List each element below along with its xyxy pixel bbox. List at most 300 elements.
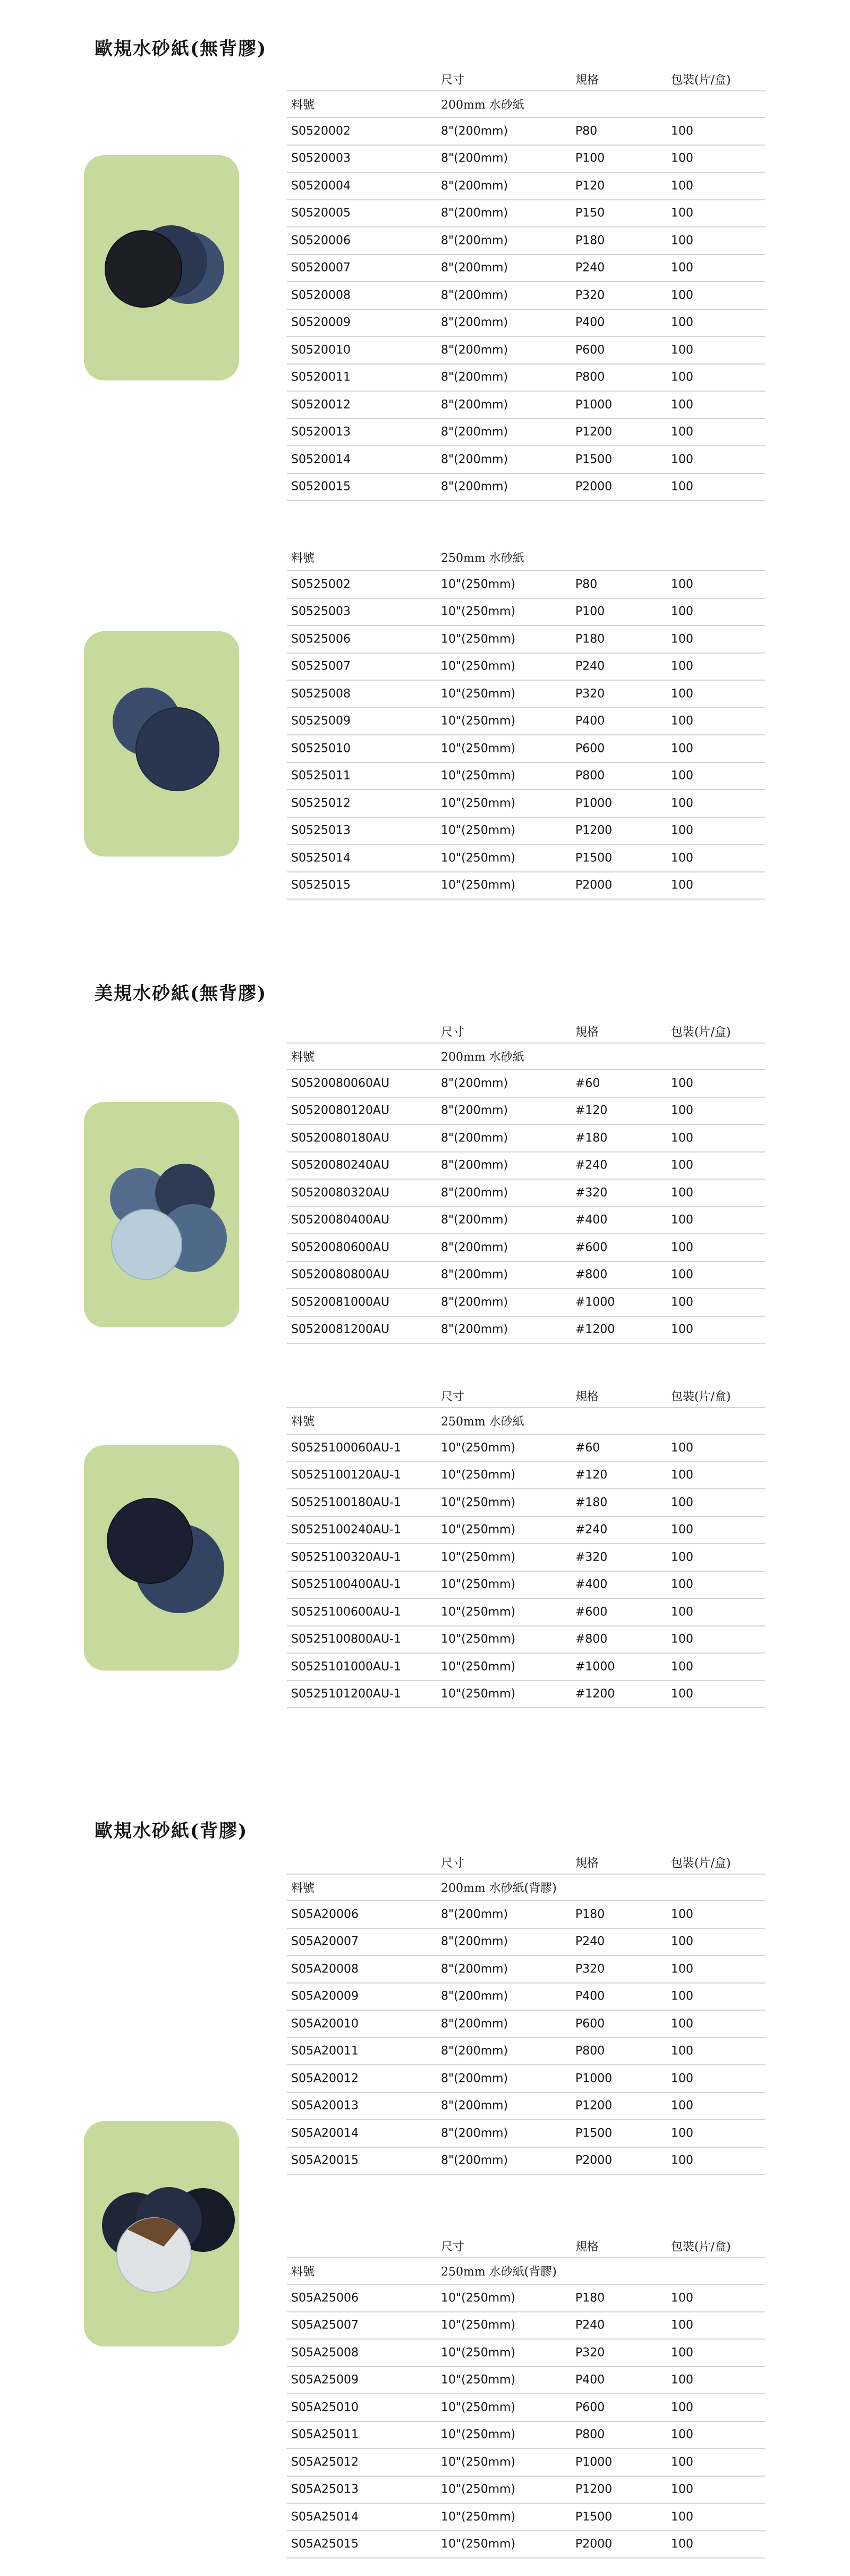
grit-spec: P1200 [575,425,613,439]
size-value: 10"(250mm) [441,2455,516,2469]
pack-quantity: 100 [671,151,693,165]
product-name: 200mm 水砂紙 [441,1050,524,1064]
pack-quantity: 100 [671,1131,693,1145]
spec-table-us-200mm [287,1020,765,1344]
pack-quantity: 100 [671,1241,693,1255]
pack-quantity: 100 [671,1468,693,1482]
pack-quantity: 100 [671,234,693,248]
table-row [287,1207,765,1235]
grit-spec: P100 [575,605,605,618]
table-row [287,255,765,283]
size-value: 8"(200mm) [441,2126,508,2140]
part-number: S0520080320AU [291,1186,390,1200]
grit-spec: P320 [575,1962,605,1976]
table-row [287,474,765,502]
pack-quantity: 100 [671,1295,693,1309]
spec-table-eu-250mm-adhesive [287,2235,765,2558]
size-value: 8"(200mm) [441,1323,508,1336]
product-image-eu-200mm [84,155,239,380]
part-number: S0525100400AU-1 [291,1578,402,1591]
col-header-spec: 規格 [575,1857,599,1870]
sanding-discs-illustration [84,1102,239,1327]
table-row [287,173,765,200]
spec-table-eu-200mm-adhesive [287,1851,765,2175]
part-number: S05A20015 [291,2154,359,2167]
part-number: S05A25012 [291,2455,359,2469]
part-number: S0525015 [291,878,351,892]
table-row [287,1435,765,1462]
table-row [287,626,765,654]
part-number: S0525100600AU-1 [291,1605,402,1619]
grit-spec: P1200 [575,2482,613,2496]
grit-spec: P1500 [575,2126,613,2140]
size-value: 10"(250mm) [441,2373,516,2387]
pack-quantity: 100 [671,2099,693,2113]
pack-quantity: 100 [671,206,693,220]
pack-quantity: 100 [671,578,693,591]
table-row [287,1289,765,1317]
part-number: S0520080800AU [291,1268,390,1282]
size-value: 10"(250mm) [441,851,516,865]
grit-spec: P2000 [575,2537,613,2551]
table-row [287,1929,765,1956]
size-value: 8"(200mm) [441,206,508,220]
spec-table-us-250mm [287,1385,765,1708]
pack-quantity: 100 [671,2510,693,2524]
col-header-pack: 包裝(片/盒) [671,73,731,87]
table-row [287,2394,765,2422]
pack-quantity: 100 [671,480,693,494]
size-value: 10"(250mm) [441,2318,516,2332]
pack-quantity: 100 [671,2401,693,2414]
col-header-size: 尺寸 [441,1026,465,1039]
table-subheader [287,1875,765,1901]
size-value: 8"(200mm) [441,1268,508,1282]
table-row [287,1544,765,1572]
size-value: 8"(200mm) [441,289,508,302]
part-number: S0525008 [291,687,351,701]
col-header-pack: 包裝(片/盒) [671,1857,731,1870]
size-value: 8"(200mm) [441,370,508,384]
part-number: S0520006 [291,234,351,248]
table-row [287,200,765,228]
table-header [287,1851,765,1875]
pack-quantity: 100 [671,370,693,384]
part-number: S05A20006 [291,1908,359,1921]
grit-spec: #60 [575,1077,600,1090]
pack-quantity: 100 [671,1989,693,2003]
grit-spec: #180 [575,1131,608,1145]
table-row [287,681,765,708]
table-row [287,2312,765,2340]
size-value: 8"(200mm) [441,480,508,494]
pack-quantity: 100 [671,824,693,837]
grit-spec: P150 [575,206,605,220]
grit-spec: #1200 [575,1687,615,1701]
size-value: 8"(200mm) [441,1131,508,1145]
pack-quantity: 100 [671,1441,693,1455]
grit-spec: P800 [575,370,605,384]
table-row [287,1654,765,1681]
size-value: 8"(200mm) [441,1989,508,2003]
size-value: 10"(250mm) [441,632,516,646]
grit-spec: P240 [575,261,605,275]
pack-quantity: 100 [671,2318,693,2332]
pack-quantity: 100 [671,851,693,865]
grit-spec: P320 [575,2346,605,2360]
table-row [287,2367,765,2395]
size-value: 8"(200mm) [441,151,508,165]
col-header-size: 尺寸 [441,1857,465,1870]
part-number: S0525014 [291,851,351,865]
table-row [287,2422,765,2450]
grit-spec: P100 [575,151,605,165]
pack-quantity: 100 [671,1104,693,1117]
part-number: S05A20010 [291,2017,359,2031]
table-row [287,2285,765,2312]
grit-spec: #600 [575,1241,608,1255]
sanding-discs-illustration [84,2121,239,2346]
pack-quantity: 100 [671,2072,693,2086]
table-row [287,708,765,736]
pack-quantity: 100 [671,1962,693,1976]
part-number: S0520080600AU [291,1241,390,1255]
grit-spec: P1000 [575,398,613,412]
size-value: 8"(200mm) [441,1104,508,1117]
pack-quantity: 100 [671,1213,693,1227]
part-number: S05A20012 [291,2072,359,2086]
grit-spec: #800 [575,1632,608,1646]
grit-spec: #600 [575,1605,608,1619]
pack-quantity: 100 [671,1605,693,1619]
part-number: S0525100180AU-1 [291,1496,402,1510]
col-header-part-no: 料號 [291,1882,315,1895]
col-header-part-no: 料號 [291,1415,315,1429]
pack-quantity: 100 [671,1632,693,1646]
pack-quantity: 100 [671,316,693,329]
size-value: 10"(250mm) [441,659,516,673]
part-number: S0525007 [291,659,351,673]
pack-quantity: 100 [671,1687,693,1701]
grit-spec: P400 [575,714,605,728]
grit-spec: P600 [575,2401,605,2414]
table-row [287,872,765,900]
table-header [287,2235,765,2258]
size-value: 10"(250mm) [441,2482,516,2496]
part-number: S0525100320AU-1 [291,1550,402,1564]
table-row [287,2504,765,2531]
pack-quantity: 100 [671,425,693,439]
pack-quantity: 100 [671,659,693,673]
grit-spec: P400 [575,2373,605,2387]
size-value: 8"(200mm) [441,2017,508,2031]
part-number: S0520012 [291,398,351,412]
grit-spec: P120 [575,179,605,193]
part-number: S0525011 [291,769,351,783]
part-number: S0520014 [291,453,351,467]
part-number: S0520013 [291,425,351,439]
grit-spec: P1500 [575,453,613,467]
grit-spec: P180 [575,1908,605,1921]
pack-quantity: 100 [671,2455,693,2469]
part-number: S0525013 [291,824,351,837]
part-number: S0520011 [291,370,351,384]
grit-spec: #120 [575,1468,608,1482]
section-title-us-no-adhesive: 美規水砂紙(無背膠) [95,983,267,1004]
part-number: S0520004 [291,179,351,193]
table-row [287,2449,765,2477]
grit-spec: P180 [575,234,605,248]
table-row [287,446,765,474]
pack-quantity: 100 [671,2373,693,2387]
table-row [287,2038,765,2066]
grit-spec: P240 [575,659,605,673]
grit-spec: P240 [575,1935,605,1948]
size-value: 8"(200mm) [441,425,508,439]
pack-quantity: 100 [671,2044,693,2058]
pack-quantity: 100 [671,1496,693,1510]
grit-spec: P1200 [575,824,613,837]
pack-quantity: 100 [671,343,693,357]
table-row [287,146,765,173]
table-row [287,1517,765,1545]
pack-quantity: 100 [671,124,693,138]
size-value: 10"(250mm) [441,769,516,783]
size-value: 8"(200mm) [441,2044,508,2058]
grit-spec: P1000 [575,796,613,810]
grit-spec: P800 [575,2428,605,2442]
grit-spec: #400 [575,1213,608,1227]
part-number: S05A25010 [291,2401,359,2414]
grit-spec: #180 [575,1496,608,1510]
pack-quantity: 100 [671,687,693,701]
size-value: 10"(250mm) [441,2510,516,2524]
part-number: S0525101200AU-1 [291,1687,402,1701]
grit-spec: P320 [575,289,605,302]
part-number: S0520080400AU [291,1213,390,1227]
pack-quantity: 100 [671,878,693,892]
grit-spec: #1000 [575,1295,615,1309]
part-number: S0520008 [291,289,351,302]
size-value: 8"(200mm) [441,343,508,357]
grit-spec: P1000 [575,2455,613,2469]
size-value: 10"(250mm) [441,578,516,591]
section-title-eu-adhesive: 歐規水砂紙(背膠) [95,1820,248,1842]
size-value: 10"(250mm) [441,824,516,837]
product-image-eu-250mm [84,631,239,857]
part-number: S0520080240AU [291,1158,390,1172]
grit-spec: P2000 [575,480,613,494]
table-row [287,282,765,310]
pack-quantity: 100 [671,1077,693,1090]
pack-quantity: 100 [671,2428,693,2442]
part-number: S0520015 [291,480,351,494]
part-number: S0520081200AU [291,1323,390,1336]
table-row [287,365,765,392]
part-number: S0520080180AU [291,1131,390,1145]
table-row [287,2065,765,2093]
part-number: S05A20011 [291,2044,359,2058]
part-number: S05A25014 [291,2510,359,2524]
size-value: 10"(250mm) [441,1578,516,1591]
table-row [287,1234,765,1262]
product-name: 250mm 水砂紙 [441,552,524,565]
size-value: 10"(250mm) [441,2401,516,2414]
grit-spec: P600 [575,742,605,756]
size-value: 10"(250mm) [441,605,516,618]
table-row [287,2531,765,2559]
size-value: 8"(200mm) [441,1077,508,1090]
pack-quantity: 100 [671,1268,693,1282]
pack-quantity: 100 [671,1908,693,1921]
part-number: S0525100120AU-1 [291,1468,402,1482]
pack-quantity: 100 [671,632,693,646]
part-number: S05A25009 [291,2373,359,2387]
table-header [287,1020,765,1044]
part-number: S05A20013 [291,2099,359,2113]
product-name: 250mm 水砂紙 [441,1415,524,1429]
size-value: 8"(200mm) [441,1241,508,1255]
pack-quantity: 100 [671,605,693,618]
part-number: S0525100060AU-1 [291,1441,402,1455]
table-row [287,2093,765,2121]
pack-quantity: 100 [671,796,693,810]
size-value: 8"(200mm) [441,2099,508,2113]
table-subheader [287,2258,765,2285]
part-number: S0520081000AU [291,1295,390,1309]
col-header-spec: 規格 [575,1390,599,1404]
table-row [287,2477,765,2504]
table-row [287,1489,765,1517]
grit-spec: P400 [575,1989,605,2003]
size-value: 8"(200mm) [441,261,508,275]
col-header-size: 尺寸 [441,73,465,87]
table-row [287,1180,765,1207]
table-header [287,1385,765,1408]
table-row [287,571,765,599]
size-value: 8"(200mm) [441,1295,508,1309]
size-value: 10"(250mm) [441,1632,516,1646]
part-number: S05A25008 [291,2346,359,2360]
table-row [287,337,765,365]
size-value: 8"(200mm) [441,1935,508,1948]
table-row [287,1956,765,1984]
part-number: S0525002 [291,578,351,591]
table-row [287,419,765,447]
table-row [287,2011,765,2038]
grit-spec: P320 [575,687,605,701]
size-value: 8"(200mm) [441,453,508,467]
pack-quantity: 100 [671,398,693,412]
part-number: S05A25011 [291,2428,359,2442]
grit-spec: P1200 [575,2099,613,2113]
part-number: S05A20008 [291,1962,359,1976]
grit-spec: #320 [575,1550,608,1564]
size-value: 10"(250mm) [441,1523,516,1537]
size-value: 8"(200mm) [441,398,508,412]
part-number: S05A25006 [291,2291,359,2305]
table-row [287,392,765,419]
pack-quantity: 100 [671,769,693,783]
pack-quantity: 100 [671,2291,693,2305]
table-row [287,1317,765,1344]
part-number: S0525009 [291,714,351,728]
part-number: S0520003 [291,151,351,165]
table-subheader [287,1408,765,1435]
grit-spec: P400 [575,316,605,329]
grit-spec: #1200 [575,1323,615,1336]
grit-spec: P1500 [575,851,613,865]
grit-spec: P2000 [575,2154,613,2167]
spec-table-eu-200mm [287,68,765,501]
size-value: 8"(200mm) [441,316,508,329]
size-value: 10"(250mm) [441,878,516,892]
col-header-spec: 規格 [575,1026,599,1039]
table-row [287,2120,765,2148]
part-number: S05A20009 [291,1989,359,2003]
grit-spec: #240 [575,1523,608,1537]
grit-spec: #60 [575,1441,600,1455]
size-value: 8"(200mm) [441,1213,508,1227]
pack-quantity: 100 [671,453,693,467]
part-number: S0520009 [291,316,351,329]
part-number: S05A25007 [291,2318,359,2332]
product-image-us-250mm [84,1445,239,1671]
size-value: 10"(250mm) [441,2428,516,2442]
grit-spec: #1000 [575,1660,615,1674]
pack-quantity: 100 [671,1323,693,1336]
part-number: S05A25013 [291,2482,359,2496]
size-value: 10"(250mm) [441,2346,516,2360]
size-value: 8"(200mm) [441,1908,508,1921]
table-row [287,654,765,681]
size-value: 8"(200mm) [441,1186,508,1200]
col-header-part-no: 料號 [291,2265,315,2279]
part-number: S0520005 [291,206,351,220]
pack-quantity: 100 [671,714,693,728]
table-row [287,1901,765,1929]
table-row [287,1462,765,1490]
grit-spec: #120 [575,1104,608,1117]
size-value: 10"(250mm) [441,687,516,701]
table-row [287,227,765,255]
pack-quantity: 100 [671,289,693,302]
pack-quantity: 100 [671,1935,693,1948]
size-value: 8"(200mm) [441,179,508,193]
part-number: S0520007 [291,261,351,275]
grit-spec: P800 [575,2044,605,2058]
size-value: 8"(200mm) [441,124,508,138]
col-header-pack: 包裝(片/盒) [671,1026,731,1039]
grit-spec: P600 [575,2017,605,2031]
pack-quantity: 100 [671,742,693,756]
grit-spec: #240 [575,1158,608,1172]
col-header-pack: 包裝(片/盒) [671,1390,731,1404]
table-row [287,1098,765,1125]
table-row [287,1125,765,1153]
grit-spec: #800 [575,1268,608,1282]
size-value: 10"(250mm) [441,1605,516,1619]
pack-quantity: 100 [671,2346,693,2360]
col-header-pack: 包裝(片/盒) [671,2240,731,2254]
product-image-eu-adhesive [84,2121,239,2346]
pack-quantity: 100 [671,2482,693,2496]
pack-quantity: 100 [671,1186,693,1200]
grit-spec: #400 [575,1578,608,1591]
table-row [287,118,765,146]
table-row [287,790,765,818]
part-number: S0525010 [291,742,351,756]
